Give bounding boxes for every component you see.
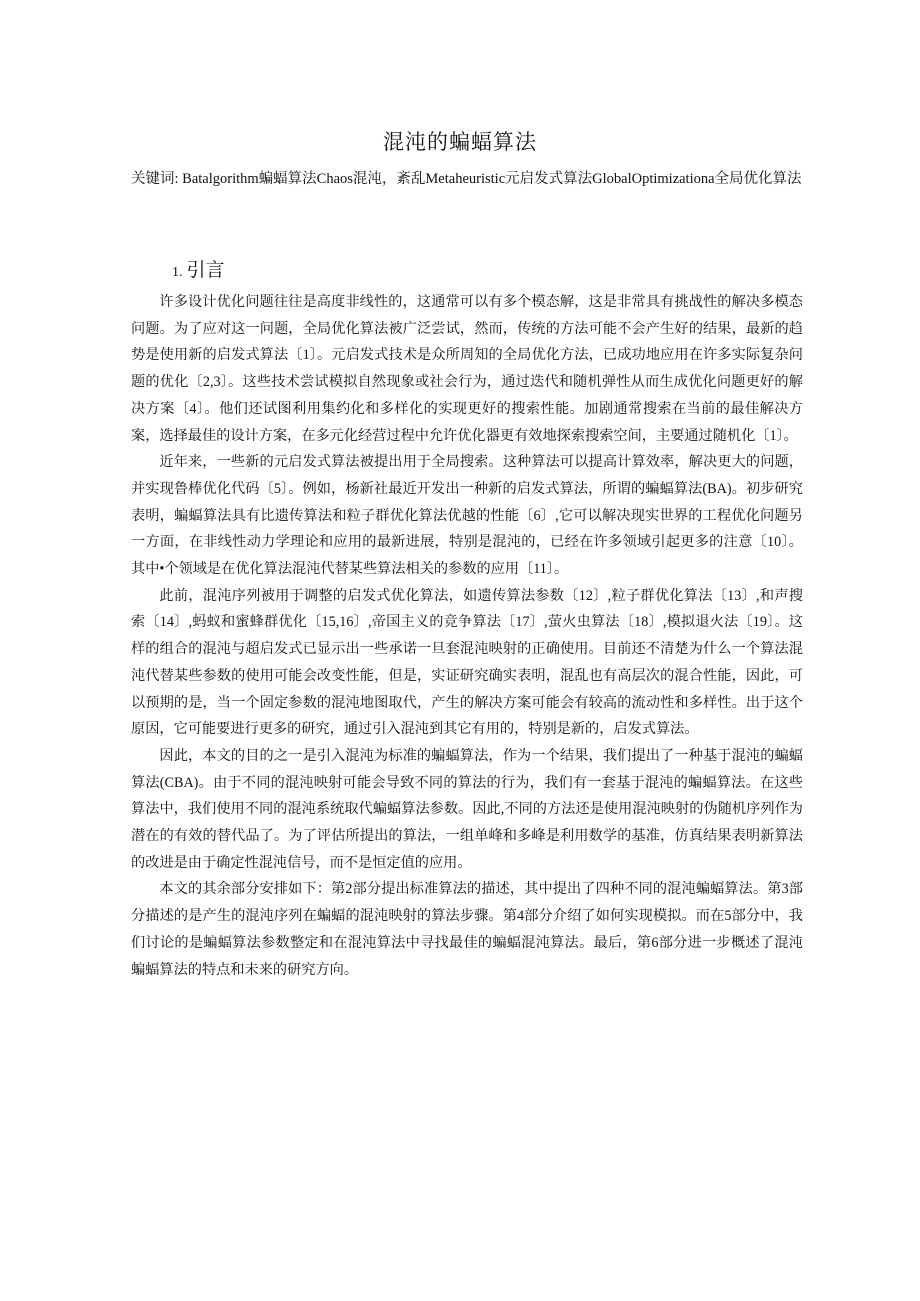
- paragraph: 因此，本文的目的之一是引入混沌为标准的蝙蝠算法，作为一个结果，我们提出了一种基于混沌的蝙蝠算法(CBA)。由于不同的混沌映射可能会导致不同的算法的行为，我们有一套基于混沌的蝙蝠算法。在这些算法中，我们使用不同的混沌系统取代蝙蝠算法参数。因此,不同的方法还是使用混沌映射的伪随机序列作为潜在的有效的替代品了。为了评估所提出的算法，一组单峰和多峰是利用数学的基准，仿真结果表明新算法的改进是由于确定性混沌信号，而不是恒定值的应用。: [131, 747, 803, 871]
- section-heading: [172, 255, 225, 282]
- paragraph: 本文的其余部分安排如下：第2部分提出标准算法的描述，其中提出了四种不同的混沌蝙蝠算法。第3部分描述的是产生的混沌序列在蝙蝠的混沌映射的算法步骤。第4部分介绍了如何实现模拟。而在5部分中，我们讨论的是蝙蝠算法参数整定和在混沌算法中寻找最佳的蝙蝠混沌算法。最后，第6部分进一步概述了混沌蝙蝠算法的特点和未来的研究方向。: [131, 881, 803, 978]
- paper-title: 混沌的蝙蝠算法: [383, 130, 537, 154]
- paragraph: 此前，混沌序列被用于调整的启发式优化算法，如遗传算法参数〔12〕,粒子群优化算法〔13〕,和声搜索〔14〕,蚂蚁和蜜蜂群优化〔15,16〕,帝国主义的竞争算法〔17〕,萤火虫算法〔18〕,模拟退火法〔19〕。这样的组合的混沌与超启发式已显示出一些承诺一旦套混沌映射的正确使用。目前还不清楚为什么一个算法混沌代替某些参数的使用可能会改变性能，但是，实证研究确实表明，混乱也有高层次的混合性能，因此，可以预期的是，当一个固定参数的混沌地图取代，产生的解决方案可能会有较高的流动性和多样性。出于这个原因，它可能要进行更多的研究，通过引入混沌到其它有用的，特别是新的，启发式算法。: [131, 587, 803, 738]
- section-title: 引言: [186, 260, 225, 281]
- section-number: 1.: [172, 265, 183, 280]
- paragraph: 许多设计优化问题往往是高度非线性的，这通常可以有多个模态解，这是非常具有挑战性的解决多模态问题。为了应对这一问题，全局优化算法被广泛尝试，然而，传统的方法可能不会产生好的结果，最新的趋势是使用新的启发式算法〔1〕。元启发式技术是众所周知的全局优化方法，已成功地应用在许多实际复杂问题的优化〔2,3〕。这些技术尝试模拟自然现象或社会行为，通过迭代和随机弹性从而生成优化问题更好的解决方案〔4〕。他们还试图利用集约化和多样化的实现更好的搜索性能。加剧通常搜索在当前的最佳解决方案，选择最佳的设计方案，在多元化经营过程中允许优化器更有效地探索搜索空间，主要通过随机化〔1〕。: [131, 294, 803, 444]
- keywords-line: 关键词: Batalgorithm蝙蝠算法Chaos混沌，紊乱Metaheuristic元启发式算法GlobalOptimizationa全局优化算法: [131, 171, 802, 187]
- body-text: [131, 289, 803, 983]
- paragraph: 近年来，一些新的元启发式算法被提出用于全局搜索。这种算法可以提高计算效率，解决更大的问题，并实现鲁棒优化代码〔5〕。例如，杨新社最近开发出一种新的启发式算法，所谓的蝙蝠算法(BA)。初步研究表明，蝙蝠算法具有比遗传算法和粒子群优化算法优越的性能〔6〕,它可以解决现实世界的工程优化问题另一方面，在非线性动力学理论和应用的最新进展，特别是混沌的，已经在许多领域引起更多的注意〔10〕。其中•个领域是在优化算法混沌代替某些算法相关的参数的应用〔11〕。: [131, 454, 803, 578]
